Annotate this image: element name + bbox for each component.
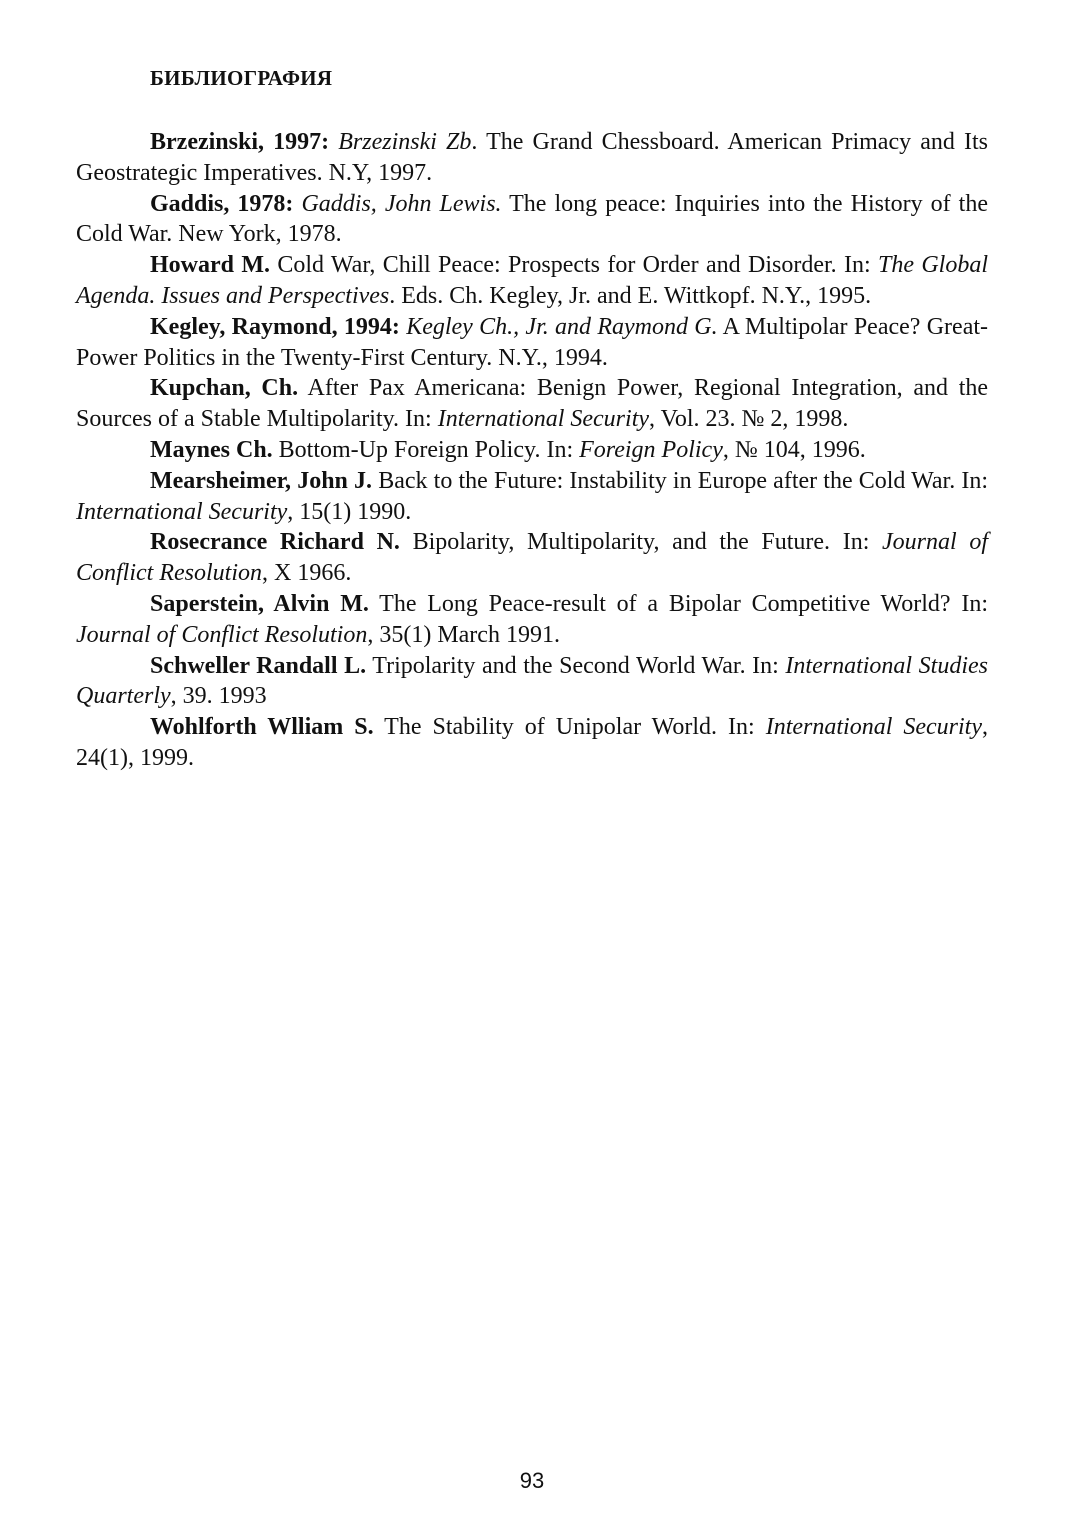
entry-source: Foreign Policy <box>579 436 723 463</box>
entry-text-tail: , 35(1) March 1991. <box>367 621 560 648</box>
entry-text: A Multipolar Peace? Great-Power Politics in the Twenty-First Century. N.Y., 1994. <box>76 313 989 371</box>
entry-text-tail: , Vol. 23. № 2, 1998. <box>649 406 849 433</box>
entry-lead: Rosecrance Richard N. <box>150 529 400 556</box>
book-page <box>76 0 988 1530</box>
entry-text: Bottom-Up Foreign Policy. In: <box>272 436 580 463</box>
entry-lead: Kupchan, Ch. <box>150 375 299 402</box>
entry-text-tail: , 15(1) 1990. <box>287 498 412 525</box>
entry-text: The Long Peace-result of a Bipolar Competitive World? In: <box>368 590 988 617</box>
entry-author: Kegley Ch., Jr. and Raymond G. <box>406 313 718 340</box>
entry-lead: Maynes Ch. <box>150 436 273 463</box>
entry-lead: Gaddis, 1978: <box>150 190 294 217</box>
bibliography-entry <box>76 651 988 713</box>
entry-source: International Security <box>765 714 983 741</box>
page-number: 93 <box>519 1468 545 1493</box>
entry-text: Cold War, Chill Peace: Prospects for Order and Disorder. In: <box>270 252 878 279</box>
entry-lead: Mearsheimer, John J. <box>150 467 373 494</box>
entry-lead: Schweller Randall L. <box>150 652 367 679</box>
bibliography-entry <box>76 466 988 528</box>
bibliography-entry <box>76 250 988 312</box>
bibliography-entry <box>76 189 988 251</box>
entry-lead: Kegley, Raymond, 1994: <box>150 313 400 340</box>
bibliography-heading: БИБЛИОГРАФИЯ <box>150 66 333 90</box>
entry-text: . The Grand Chessboard. American Primacy and Its Geostrategic Imperatives. N.Y, 1997. <box>76 129 989 186</box>
entry-text-tail: , 39. 1993 <box>170 683 267 710</box>
entry-source: International Studies Quarterly <box>76 652 988 710</box>
bibliography-entry <box>76 127 988 189</box>
entry-text: The long peace: Inquiries into the History of the Cold War. New York, 1978. <box>76 190 988 248</box>
entry-text: Back to the Future: Instability in Europe after the Cold War. In: <box>372 467 988 494</box>
bibliography-entry <box>76 712 988 774</box>
entry-text: Bipolarity, Multipolarity, and the Future. In: <box>399 529 883 556</box>
entry-lead: Saperstein, Alvin M. <box>150 590 369 617</box>
entry-author: Brzezinski Zb <box>338 129 472 155</box>
bibliography-entry <box>76 435 988 466</box>
entry-text-tail: . Eds. Ch. Kegley, Jr. and E. Wittkopf. N.Y., 1995. <box>389 282 872 309</box>
bibliography-entry <box>76 373 988 435</box>
entry-text: The Stability of Unipolar World. In: <box>373 714 766 741</box>
entry-source: International Security <box>76 498 288 525</box>
entry-lead: Brzezinski, 1997: <box>150 129 330 155</box>
entry-source: International Security <box>437 406 650 433</box>
bibliography-list <box>76 127 988 774</box>
bibliography-entry <box>76 312 988 374</box>
entry-lead: Wohlforth Wlliam S. <box>150 714 374 741</box>
entry-text-tail: , № 104, 1996. <box>722 436 866 463</box>
entry-source: Journal of Conflict Resolution <box>76 529 988 587</box>
entry-author: Gaddis, John Lewis. <box>301 190 502 217</box>
bibliography-entry <box>76 527 988 589</box>
entry-text: After Pax Americana: Benign Power, Regional Integration, and the Sources of a Stable Multipolarity. In: <box>76 375 989 433</box>
bibliography-entry <box>76 589 988 651</box>
entry-text-tail: , X 1966. <box>262 560 352 587</box>
entry-text-tail: , 24(1), 1999. <box>76 714 989 771</box>
entry-source: Journal of Conflict Resolution <box>76 621 368 648</box>
entry-lead: Howard M. <box>150 252 270 279</box>
entry-text: Tripolarity and the Second World War. In: <box>366 652 786 679</box>
entry-source: The Global Agenda. Issues and Perspectives <box>76 252 988 309</box>
